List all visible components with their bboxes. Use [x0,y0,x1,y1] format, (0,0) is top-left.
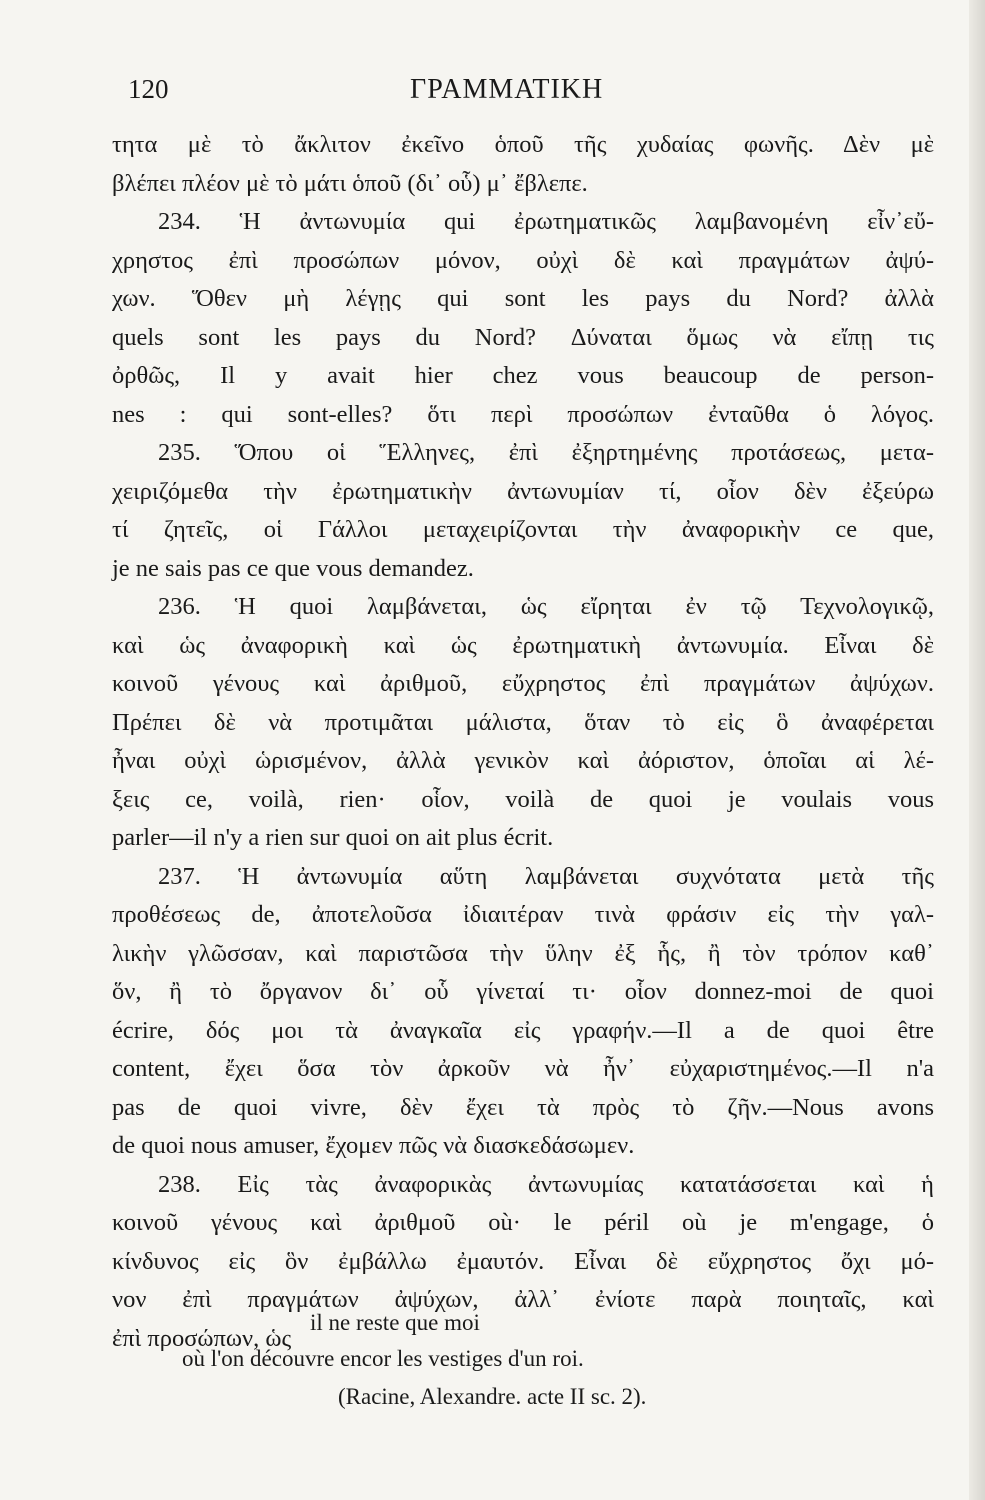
text-line: je ne sais pas ce que vous demandez. [112,554,474,582]
text-line: ἐπὶ προσώπων, ὡς [112,1324,292,1352]
page-header [128,74,938,114]
text-line: de quoi nous amuser, ἔχομεν πῶς νὰ διασκεδάσωμεν. [112,1132,635,1159]
text-line: ὅν, ἢ τὸ ὄργανον δι᾽ οὗ γίνεταί τι· οἷον donnez-moi de quoi [112,978,934,1005]
text-line: 234. Ἡ ἀντωνυμία qui ἐρωτηματικῶς λαμβανομένη εἶν᾽εὔ- [158,208,934,235]
text-line: λικὴν γλῶσσαν, καὶ παριστῶσα τὴν ὕλην ἐξ ἧς, ἢ τὸν τρόπον καθ᾽ [112,939,934,967]
page-number: 120 [128,74,169,104]
text-line: ξεις ce, voilà, rien· οἷον, voilà de quoi je voulais vous [112,785,934,813]
text-line: pas de quoi vivre, δὲν ἔχει τὰ πρὸς τὸ ζῆν.—Nous avons [112,1093,934,1121]
text-line: content, ἔχει ὅσα τὸν ἀρκοῦν νὰ ἦν᾽ εὐχαριστημένος.—Il n'a [112,1055,934,1082]
text-line: καὶ ὡς ἀναφορικὴ καὶ ὡς ἐρωτηματικὴ ἀντωνυμία. Εἶναι δὲ [112,631,934,659]
text-line: ἦναι οὐχὶ ὡρισμένον, ἀλλὰ γενικὸν καὶ ἀόριστον, ὁποῖαι αἱ λέ- [112,747,934,774]
page-edge-shadow [969,0,985,1500]
text-line: Πρέπει δὲ νὰ προτιμᾶται μάλιστα, ὅταν τὸ εἰς ὃ ἀναφέρεται [112,708,934,736]
verse-line-2: où l'on découvre encor les vestiges d'un roi. [182,1346,584,1371]
text-line: κίνδυνος εἰς ὃν ἐμβάλλω ἐμαυτόν. Εἶναι δὲ εὔχρηστος ὄχι μό- [112,1247,934,1275]
text-line: βλέπει πλέον μὲ τὸ μάτι ὁποῦ (δι᾽ οὗ) μ᾽ ἔβλεπε. [112,169,588,197]
text-line: 235. Ὅπου οἱ Ἕλληνες, ἐπὶ ἐξηρτημένης προτάσεως, μετα- [158,439,934,466]
text-line: χειριζόμεθα τὴν ἐρωτηματικὴν ἀντωνυμίαν τί, οἷον δὲν ἐξεύρω [112,477,934,505]
text-line: χων. Ὅθεν μὴ λέγῃς qui sont les pays du Nord? ἀλλὰ [112,285,934,312]
body-text [112,126,934,1358]
text-line: νον ἐπὶ πραγμάτων ἀψύχων, ἀλλ᾽ ἐνίοτε παρὰ ποιηταῖς, καὶ [112,1286,934,1313]
text-line: χρηστος ἐπὶ προσώπων μόνον, οὐχὶ δὲ καὶ πραγμάτων ἀψύ- [112,246,934,274]
running-title: ΓΡΑΜΜΑΤΙΚΗ [410,74,604,105]
text-line: τί ζητεῖς, οἱ Γάλλοι μεταχειρίζονται τὴν ἀναφορικὴν ce que, [112,516,934,543]
text-line: quels sont les pays du Nord? Δύναται ὅμως νὰ εἴπῃ τις [112,323,934,351]
text-line: κοινοῦ γένους καὶ ἀριθμοῦ où· le péril où je m'engage, ὁ [112,1209,934,1236]
text-line: τητα μὲ τὸ ἄκλιτον ἐκεῖνο ὁποῦ τῆς χυδαίας φωνῆς. Δὲν μὲ [112,131,934,158]
text-line: κοινοῦ γένους καὶ ἀριθμοῦ, εὔχρηστος ἐπὶ πραγμάτων ἀψύχων. [112,670,934,697]
verse-line-1: il ne reste que moi [310,1310,480,1335]
text-line: 238. Εἰς τὰς ἀναφορικὰς ἀντωνυμίας κατατάσσεται καὶ ἡ [158,1170,934,1198]
text-line: nes : qui sont-elles? ὅτι περὶ προσώπων ἐνταῦθα ὁ λόγος. [112,400,934,428]
text-line: προθέσεως de, ἀποτελοῦσα ἰδιαιτέραν τινὰ φράσιν εἰς τὴν γαλ- [112,901,934,928]
text-line: ὀρθῶς, Il y avait hier chez vous beaucoup de person- [112,362,934,389]
text-line: parler—il n'y a rien sur quoi on ait plus écrit. [112,824,554,851]
verse-citation: (Racine, Alexandre. acte II sc. 2). [338,1384,647,1409]
text-line: 236. Ἡ quoi λαμβάνεται, ὡς εἴρηται ἐν τῷ Τεχνολογικῷ, [158,593,934,620]
text-line: écrire, δός μοι τὰ ἀναγκαῖα εἰς γραφήν.—Il a de quoi être [112,1016,934,1044]
text-line: 237. Ἡ ἀντωνυμία αὕτη λαμβάνεται συχνότατα μετὰ τῆς [158,862,934,890]
